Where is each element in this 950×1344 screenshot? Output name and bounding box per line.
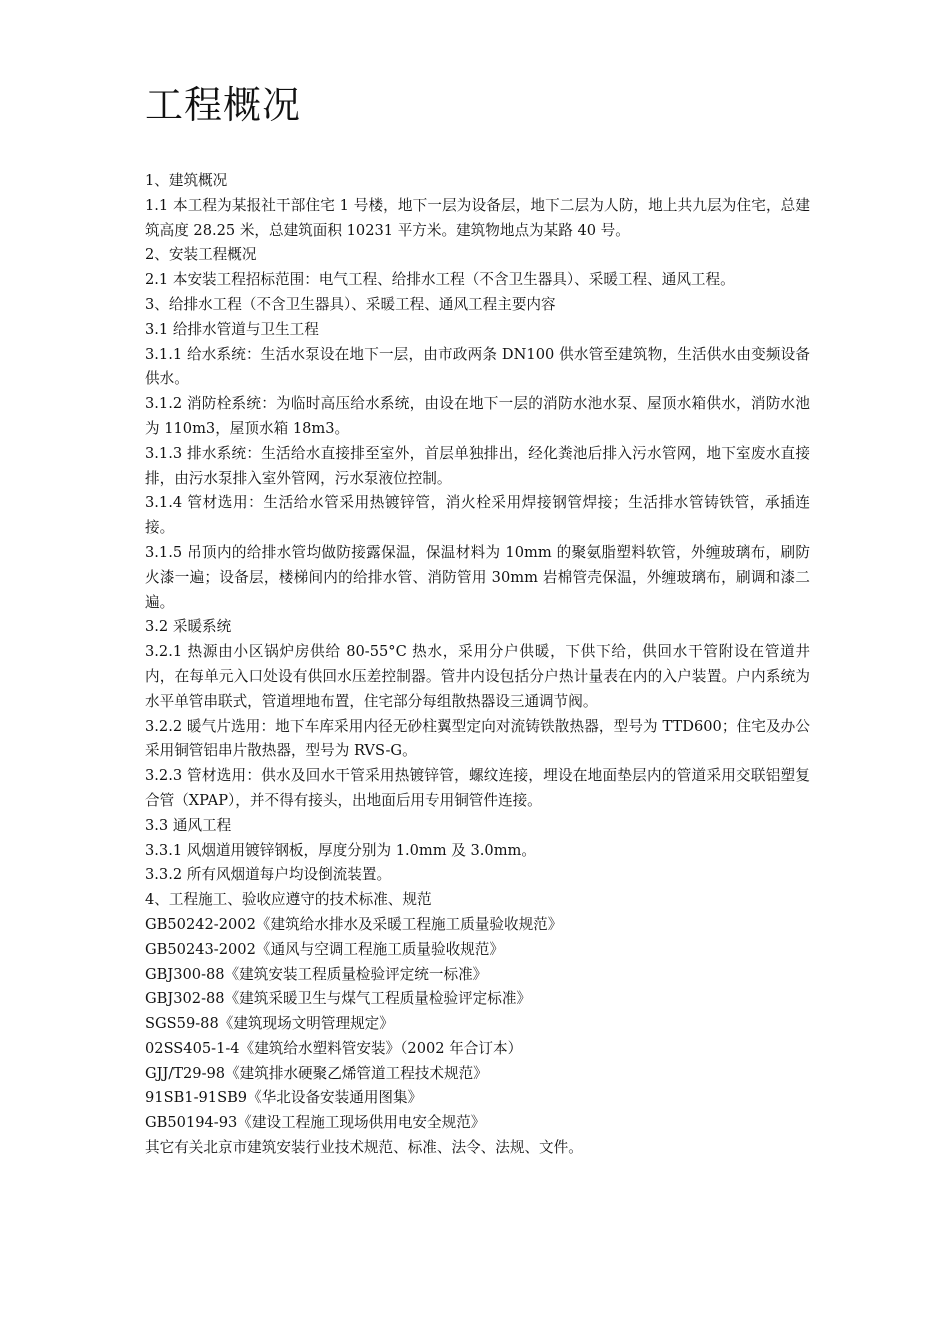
standard-item: 91SB1-91SB9《华北设备安装通用图集》: [145, 1089, 423, 1107]
standard-item: GB50243-2002《通风与空调工程施工质量验收规范》: [145, 940, 504, 958]
paragraph-3-1-2: 3.1.2 消防栓系统：为临时高压给水系统，由设在地下一层的消防水池水泵、屋顶水箱供水，消防水池为 110m3，屋顶水箱 18m3。: [145, 395, 810, 437]
paragraph-3-3-2: 3.3.2 所有风烟道每户均设倒流装置。: [145, 866, 392, 884]
paragraph-section-2: 2、安装工程概况: [145, 246, 257, 264]
paragraph-3-1-4: 3.1.4 管材选用：生活给水管采用热镀锌管，消火栓采用焊接钢管焊接；生活排水管铸铁管，承插连接。: [145, 494, 810, 537]
standard-item: GBJ302-88《建筑采暖卫生与煤气工程质量检验评定标准》: [145, 990, 532, 1008]
document-body: [145, 169, 810, 1161]
standard-item: GB50242-2002《建筑给水排水及采暖工程施工质量验收规范》: [145, 915, 563, 933]
standard-item: GJJ/T29-98《建筑排水硬聚乙烯管道工程技术规范》: [145, 1064, 488, 1082]
paragraph-3-2-2: 3.2.2 暖气片选用：地下车库采用内径无砂柱翼型定向对流铸铁散热器，型号为 TTD600；住宅及办公采用铜管铝串片散热器，型号为 RVS-G。: [145, 717, 810, 760]
paragraph-3-1-1: 3.1.1 给水系统：生活水泵设在地下一层，由市政两条 DN100 供水管至建筑物，生活供水由变频设备供水。: [145, 345, 810, 388]
paragraph-1-1: 1.1 本工程为某报社干部住宅 1 号楼，地下一层为设备层，地下二层为人防，地上共九层为住宅，总建筑高度 28.25 米，总建筑面积 10231 平方米。建筑物地点为某路 40 号。: [145, 196, 810, 239]
paragraph-3-1: 3.1 给排水管道与卫生工程: [145, 320, 319, 338]
paragraph-section-3: 3、给排水工程（不含卫生器具）、采暖工程、通风工程主要内容: [145, 295, 556, 313]
paragraph-3-1-3: 3.1.3 排水系统：生活给水直接排至室外，首层单独排出，经化粪池后排入污水管网，地下室废水直接排，由污水泵排入室外管网，污水泵液位控制。: [145, 444, 810, 487]
closing-paragraph: 其它有关北京市建筑安装行业技术规范、标准、法令、法规、文件。: [145, 1139, 583, 1157]
standard-item: GB50194-93《建设工程施工现场供用电安全规范》: [145, 1114, 486, 1132]
paragraph-2-1: 2.1 本安装工程招标范围：电气工程、给排水工程（不含卫生器具）、采暖工程、通风工程。: [145, 271, 735, 289]
document-page: [145, 80, 810, 1161]
paragraph-3-3: 3.3 通风工程: [145, 816, 232, 834]
paragraph-3-2: 3.2 采暖系统: [145, 618, 232, 636]
paragraph-section-4: 4、工程施工、验收应遵守的技术标准、规范: [145, 891, 432, 909]
standard-item: SGS59-88《建筑现场文明管理规定》: [145, 1015, 394, 1033]
document-title: 工程概况: [145, 83, 302, 127]
standard-item: GBJ300-88《建筑安装工程质量检验评定统一标准》: [145, 965, 488, 983]
paragraph-3-2-3: 3.2.3 管材选用：供水及回水干管采用热镀锌管，螺纹连接，埋设在地面垫层内的管道采用交联铝塑复合管（XPAP），并不得有接头，出地面后用专用铜管件连接。: [145, 767, 810, 809]
paragraph-3-3-1: 3.3.1 风烟道用镀锌钢板，厚度分别为 1.0mm 及 3.0mm。: [145, 841, 536, 859]
standard-item: 02SS405-1-4《建筑给水塑料管安装》（2002 年合订本）: [145, 1039, 523, 1057]
paragraph-section-1: 1、建筑概况: [145, 172, 228, 189]
paragraph-3-2-1: 3.2.1 热源由小区锅炉房供给 80-55°C 热水，采用分户供暖，下供下给，供回水干管附设在管道井内，在每单元入口处设有供回水压差控制器。管井内设包括分户热计量表在内的入户装置。户内系统为水平单管串联式，管道埋地布置，住宅部分每组散热器设三通调节阀。: [145, 643, 810, 710]
paragraph-3-1-5: 3.1.5 吊顶内的给排水管均做防接露保温，保温材料为 10mm 的聚氨脂塑料软管，外缠玻璃布，刷防火漆一遍；设备层，楼梯间内的给排水管、消防管用 30mm 岩棉管壳保温，外缠玻璃布，刷调和漆二遍。: [145, 543, 810, 611]
